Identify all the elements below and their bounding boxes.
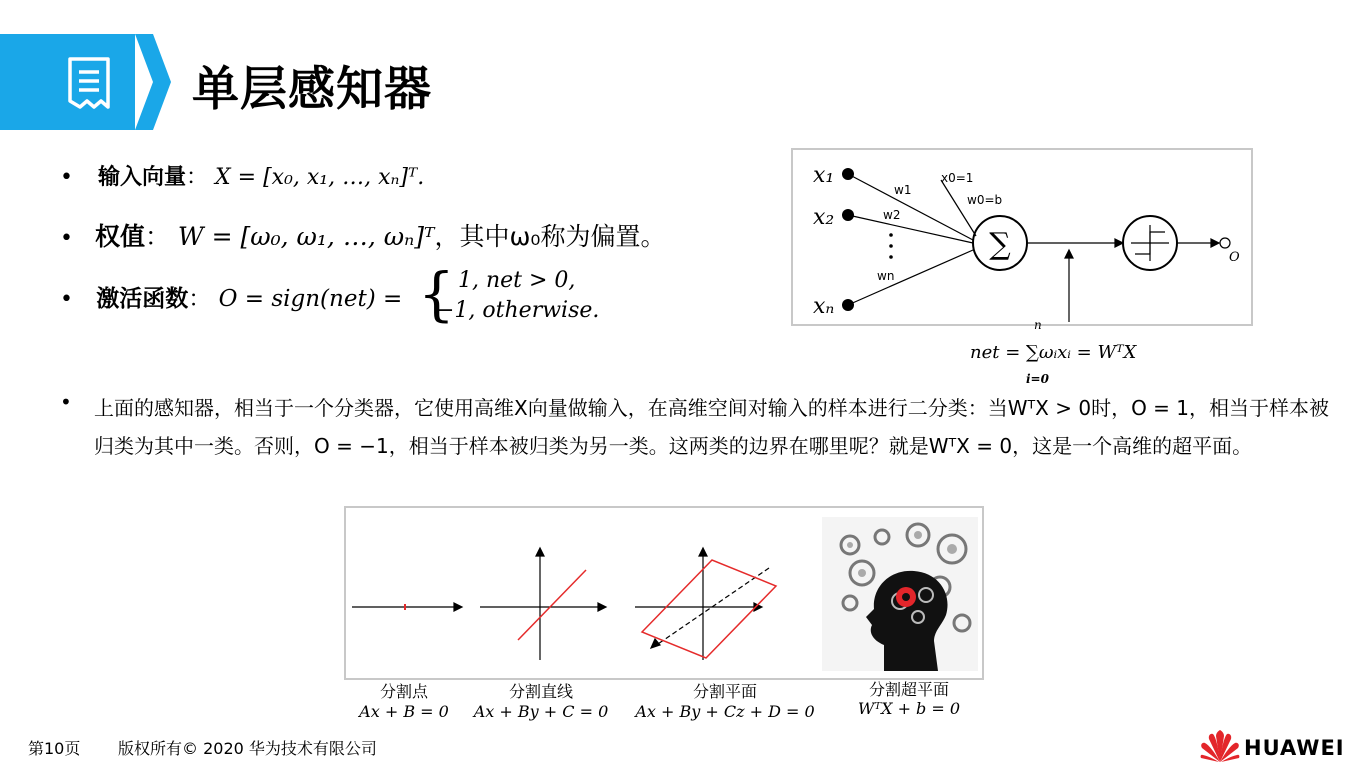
description-paragraph: 上面的感知器，相当于一个分类器，它使用高维X向量做输入，在高维空间对输入的样本进行二分类：当WᵀX > 0时，O = 1，相当于样本被归类为其中一类。否则，O = −1，相当于样本被归类为另一类。这两类的边界在哪里呢？就是WᵀX = 0，这是一个高维的超平面。	[94, 396, 1330, 458]
net-formula: net = ∑ωᵢxᵢ = WᵀX	[970, 342, 1137, 363]
bullet-label: 激活函数	[96, 286, 189, 312]
weight-label-1: w1	[894, 183, 912, 197]
page-number: 第10页	[28, 739, 81, 758]
bullet-label: 权值	[94, 222, 145, 251]
sum-upper: n	[1034, 318, 1042, 332]
separation-figures	[346, 508, 826, 674]
equation-split-point: Ax + B = 0	[359, 702, 449, 721]
equation-split-plane: Ax + By + Cz + D = 0	[635, 702, 815, 721]
bias-weight-label: w0=b	[967, 193, 1003, 207]
input-label-n: xₙ	[813, 294, 835, 319]
bullet-formula: O = sign(net) =	[218, 286, 403, 312]
input-node-2	[842, 209, 854, 221]
weight-label-n: wn	[877, 269, 895, 283]
document-icon	[66, 56, 112, 110]
case-2: −1, otherwise.	[436, 298, 600, 323]
sum-symbol: ∑	[989, 227, 1011, 262]
input-label-1: x₁	[813, 163, 835, 188]
bias-input-label: x0=1	[941, 171, 974, 185]
weight-label-2: w2	[883, 208, 901, 222]
bullet-dot: •	[60, 287, 73, 312]
bullet-dot: •	[60, 165, 73, 190]
split-line	[518, 570, 586, 640]
bullet-dot: •	[60, 226, 73, 251]
bullet-formula: W = [ω₀, ω₁, …, ωₙ]ᵀ	[177, 222, 435, 251]
input-label-2: x₂	[813, 205, 835, 230]
header-chevron	[131, 34, 171, 130]
caption-split-point: 分割点	[379, 682, 428, 701]
bullet-suffix: ，其中ω₀称为偏置。	[434, 222, 666, 251]
input-node-1	[842, 168, 854, 180]
huawei-logo-icon	[1200, 730, 1240, 764]
caption-split-plane: 分割平面	[692, 682, 757, 701]
case-brace: {	[418, 260, 455, 328]
case-1: 1, net > 0,	[458, 268, 576, 293]
bullet-dot: •	[60, 390, 72, 414]
input-node-n	[842, 299, 854, 311]
hyperplane-head-image	[822, 517, 978, 671]
bullet-weight: • 权值： W = [ω₀, ω₁, …, ωₙ]ᵀ，其中ω₀称为偏置。	[60, 222, 666, 251]
caption-split-line: 分割直线	[508, 682, 573, 701]
copyright: 版权所有© 2020 华为技术有限公司	[118, 739, 377, 758]
bullet-input-vector: • 输入向量： X = [x₀, x₁, …, xₙ]ᵀ.	[60, 165, 425, 190]
perceptron-diagram	[793, 150, 1251, 324]
output-label: O	[1229, 250, 1240, 265]
bullet-activation: • 激活函数： O = sign(net) =	[60, 286, 403, 312]
page-title: 单层感知器	[192, 62, 432, 117]
equation-split-line: Ax + By + C = 0	[473, 702, 609, 721]
sum-lower: i=0	[1026, 372, 1049, 386]
huawei-wordmark: HUAWEI	[1244, 736, 1345, 760]
bullet-formula: X = [x₀, x₁, …, xₙ]ᵀ.	[215, 165, 425, 190]
caption-hyperplane: 分割超平面	[868, 680, 949, 699]
bullet-label: 输入向量	[97, 165, 186, 190]
equation-hyperplane: WᵀX + b = 0	[857, 699, 961, 718]
